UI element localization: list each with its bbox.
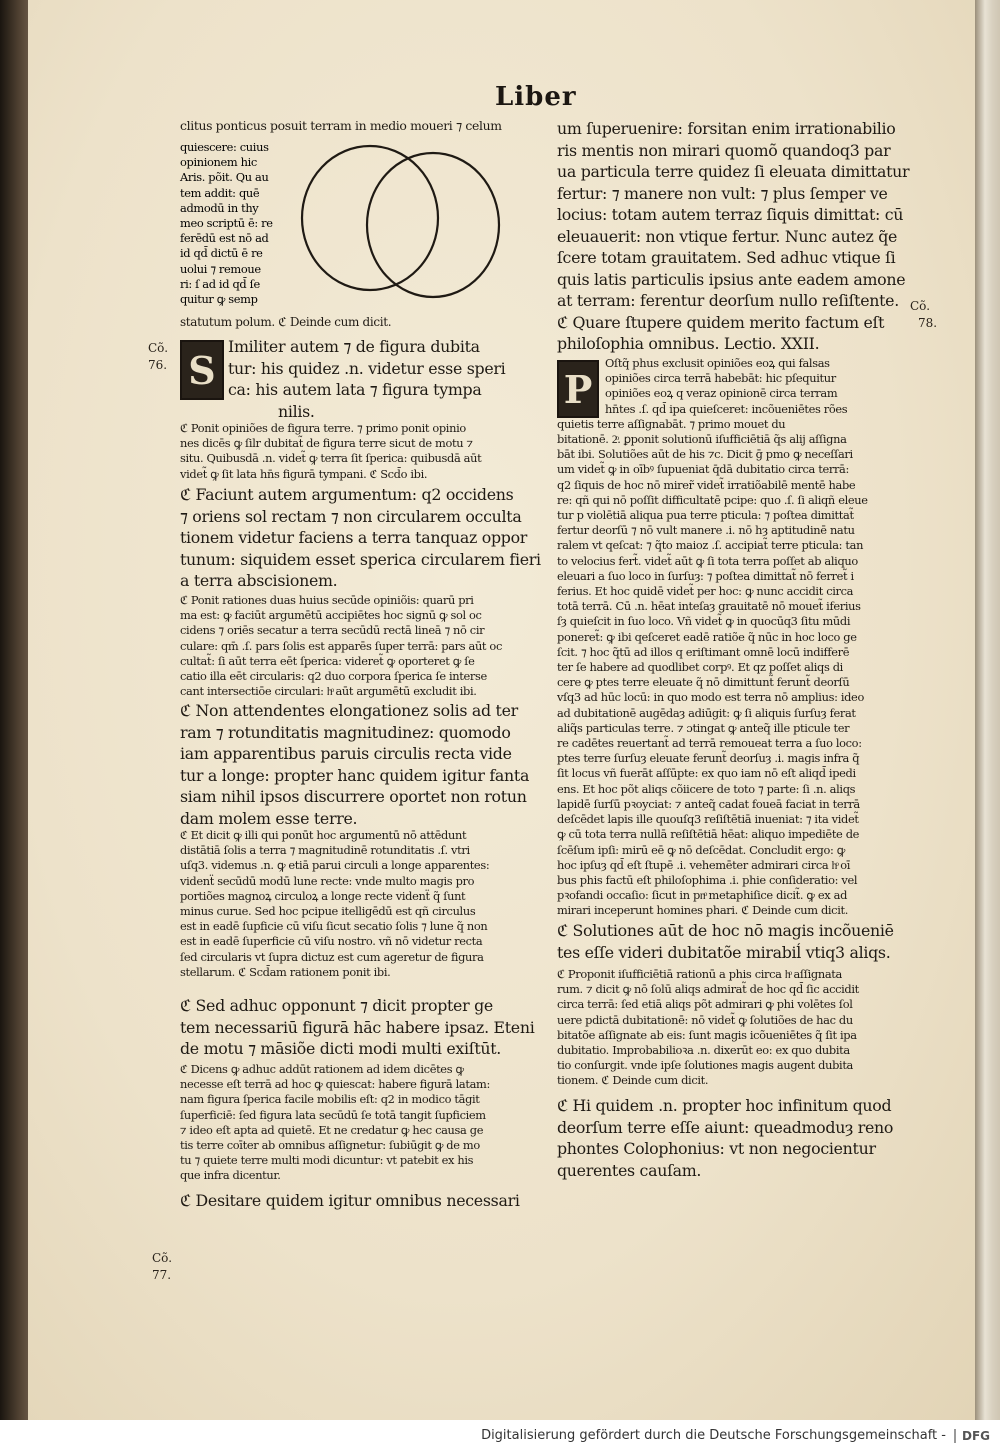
left-column — [180, 118, 525, 134]
binding-shadow — [0, 0, 30, 1420]
text-beside-figure: quiescere: cuius opinionem hic Aris. põit. Qu au tem addit: quē admodū in thy meo scriptū ē: re ferēdū est nō ad id qd̄ dictū ē re uolui ⁊ remoue ri: ſ ad id qd̄ ſe quitur ꝙ semp — [180, 140, 273, 307]
right-big-3: ℭ Hi quidem .n. propter hoc infinitum quod deorſum terre eſſe aiunt: queadmoduȝ reno phontes Colophonius: vt non negocientur querentes cauſam. — [557, 1096, 894, 1180]
left-small-2: ℭ Ponit rationes duas huius secūde opiniõis: quarū pri ma est: ꝙ faciūt argumētū accipiētes hoc signū ꝙ sol oc cidens ⁊ oriēs secatur a terra secūdū rectā lineā ⁊ nō cir culare: qm̄ .ſ. pars ſolis est apparēs ſuper terrā: pars aūt oc cultat̃: ſi aūt terra eēt ſperica: videret̃ ꝙ oporteret ꝙ ſe catio illa eēt circularis: q2 duo corpora ſperica ſe interse cant intersectiōe circulari: hͦ aūt argumētū excludit ibi. — [180, 593, 502, 699]
right-big-1: um ſuperuenire: forsitan enim irrationabilio ris mentis non mirari quomõ quandoq3 par ua particula terre quidez ſi eleuata dimittatur fertur: ⁊ manere non vult: ⁊ plus ſemper ve locius: totam autem terraz ſiquis dimittat: cū eleuauerit: non vtique fertur. Nunc autez q̃e ſcere totam grauitatem. Sed adhuc vtique ſi quis latis particulis ipsius ante eadem amone at terram: ferentur deorſum nullo reſiſtente. ℭ Quare ſtupere quidem merito factum eſt philoſophia omnibus. Lectio. XXII. — [557, 119, 910, 353]
left-small-3: ℭ Et dicit ꝙ illi qui ponūt hoc argumentū nō attēdunt distātiā ſolis a terra ⁊ magnitudinē rotunditatis .ſ. vtri uſq3. videmus .n. ꝙ etiā parui circuli a longe apparentes: videnẗ secūdū modū lune recte: vnde multo magis pro portiões magnoꝝ circuloꝝ a longe recte videnẗ q̃ ſunt minus curue. Sed hoc pcipue itelligēdū est qñ circulus est in eadē ſupficie cū viſu ſicut secatio ſolis ⁊ lune q̃ non est in eadē ſuperficie cū viſu nostro. vñ nō videtur recta ſed circularis vt ſupra dictuz est cum ageretur de figura stellarum. ℭ Scd̄am rationem ponit ibi. — [180, 828, 490, 979]
left-big-2: ℭ Faciunt autem argumentum: q2 occidens ⁊ oriens sol rectam ⁊ non circularem occulta tionem videtur faciens a terra tanquaz oppor tunum: siquidem esset sperica circularem fieri a terra abscisionem. — [180, 485, 541, 590]
left-big-1: Imiliter autem ⁊ de figura dubita tur: his quidez .n. videtur esse speri ca: his autem lata ⁊ figura tympa nilis. — [228, 337, 506, 421]
digitization-footer — [0, 1420, 1000, 1451]
margin-note-left-76: Cõ. 76. — [148, 341, 169, 372]
running-title: Liber — [495, 82, 577, 112]
margin-note-right-78: Cõ. 78. — [910, 299, 938, 330]
left-small-4: ℭ Dicens ꝙ adhuc addūt rationem ad idem dicētes ꝙ necesse eſt terrā ad hoc ꝙ quiescat: habere figurā latam: nam figura ſperica facile mobilis eſt: q2 in modico tāgit ſuperficiē: ſed figura lata secūdū ſe totā tangit ſupficiem ⁊ ideo eſt apta ad quietē. Et ne credatur ꝙ hec causa ge tis terre coīter ab omnibus aſſignetur: ſubiūgit ꝙ de mo tu ⁊ quiete terre multi modi dicuntur: vt patebit ex his que infra dicentur. — [180, 1062, 490, 1183]
left-big-5: ℭ Desitare quidem igitur omnibus necessari — [180, 1191, 520, 1210]
page-edge — [975, 0, 1000, 1420]
decorated-initial-s: S — [180, 340, 224, 400]
right-small-2: ℭ Proponit iſufficiētiā rationū a phis circa hͦ aſſignata rum. ⁊ dicit ꝙ nō ſolū aliqs admirat̃ de hoc qd̄ ſic accidit circa terrā: ſed etiā aliqs põt admirari ꝙ phi volētes ſol uere pdictā dubitationē: nō videt̃ ꝙ ſolutiões de hac du bitatõe aſſignate ab eis: ſunt magis icõueniētes q̃ ſit ipa dubitatio. Improbabilioꝛa .n. dixerūt eo: ex quo dubita tio conſurgit. vnde ipſe ſolutiones magis augent dubita tionem. ℭ Deinde cum dicit. — [557, 967, 859, 1088]
overlapping-circles-figure — [285, 140, 525, 320]
left-big-4: ℭ Sed adhuc opponunt ⁊ dicit propter ge tem necessariū figurā hāc habere ipsaz. Eteni de motu ⁊ māsiõe dicti modi multi exiſtūt. — [180, 996, 535, 1058]
left-big-3: ℭ Non attendentes elongationez solis ad ter ram ⁊ rotunditatis magnitudinez: quomodo iam apparentibus paruis circulis recta vide tur a longe: propter hanc quidem igitur fanta siam nihil ipsos discurrere oportet non rotun dam molem esse terre. — [180, 701, 530, 828]
dfg-logo: DFG — [954, 1429, 990, 1443]
intro-line: clitus ponticus posuit terram in medio moueri ⁊ celum — [180, 118, 502, 133]
decorated-initial-p: P — [557, 360, 599, 418]
right-small-1: Oſtq̃ phus exclusit opiniões eoꝝ qui falsas opiniões circa terrā habebāt: hic pſequitur opiniões eoꝝ q veraz opinionē circa terram hn̄tes .ſ. qd̄ ipa quieſceret: incõueniētes rões quietis terre aſſignabāt. ⁊ primo mouet du bitationē. 2ͦ. ꝑponit solutionū iſufficiētiā q̃s alij aſſigna bāt ibi. Solutiões aūt de his ⁊c. Dicit ḡ pmo ꝙ neceſſari um videt̃ ꝙ in oībꝰ ſupueniat q̄dā dubitatio circa terrā: q2 ſiquis de hoc nō mirer̃ videt̃ irratiõabilē mentē habe re: qñ qui nō poſſit difficultatē pcipe: quo .ſ. ſi aliqñ eleue tur p violētiā aliqua pua terre pticula: ⁊ poſtea dimittat̃ fertur deorſū ⁊ nō vult manere .i. nō hȝ aptitudinē natu ralem vt qeſcat: ⁊ q̃to maioz .ſ. accipiat̃ terre pticula: tan to velocius fert̃. videt̃ aūt ꝙ ſi tota terra poſſet ab aliquo eleuari a ſuo loco in ſurſuȝ: ⁊ poſtea dimittat̃ nō ferret̃ i ferius. Et hoc quidē videt̃ per hoc: ꝙ nunc accidit circa totā terrā. Cū .n. hēat inteſaȝ grauitatē nō mouet̃ iferius ſȝ quieſcit in ſuo loco. Vñ videt̃ ꝙ in quocūq3 ſitu mūdi poneret̃: ꝙ ibi qeſceret eadē ratiõe q̃ nūc in hoc loco ge ſcit. ⁊ hoc q̃tū ad illos q eriſtimant omnē locū indifferē ter ſe habere ad quodlibet corpꝰ. Et qz poſſet aliqs di cere ꝙ ptes terre eleuate q̃ nō dimittunt̃ ferunt̃ deorſū vſq3 ad hūc locū: in quo modo est terra nō amplius: ideo ad dubitationē augēdaȝ adiūgit: ꝙ ſi aliquis ſurſuȝ ferat aliq̃s particulas terre. ⁊ ɔtingat ꝙ anteq̃ ille pticule ter re cadētes reuertant̃ ad terrā remoueat terra a ſuo loco: ptes terre ſurſuȝ eleuate ferunt̃ deorſuȝ .i. magis infra q̃ ſit locus vñ fuerāt aſſūpte: ex quo iam nō eſt aliqd̄ ipedi ens. Et hoc põt aliqs cõiicere de toto ⁊ parte: ſi .n. aliqs lapidē ſurſū pꝛoyciat: ⁊ anteq̃ cadat foueā faciat in terrā deſcēdet lapis ille quouſq3 reſiſtētiā inueniat: ⁊ ita videt̃ ꝙ cū tota terra nullā reſiſtētiā hēat: aliquo impediēte de ſcēſum ipſi: mirū eē ꝙ nō deſcēdat. Concludit ergo: ꝙ hoc ipſuȝ qd̄ eſt ſtupē .i. vehemēter admirari circa hͦ oī bus phis factū eſt philoſophima .i. phie conſideratio: vel pꝛofandi occaſio: ſicut in pnͦ metaphiſice dicit̃. ꝙ ex ad mirari inceperunt homines phari. ℭ Deinde cum dicit. — [557, 356, 868, 918]
left-block-1: statutum polum. ℭ Deinde cum dicit. — [180, 315, 392, 329]
margin-note-left-77: Cõ. 77. — [152, 1251, 173, 1282]
footer-credit: Digitalisierung gefördert durch die Deutsche Forschungsgemeinschaft - — [481, 1428, 946, 1443]
right-big-2: ℭ Solutiones aūt de hoc nō magis incõueniē tes eſſe videri dubitatõe mirabiĺ vtiq3 aliqs. — [557, 921, 894, 962]
left-small-1: ℭ Ponit opiniões de figura terre. ⁊ primo ponit opinio nes dicēs ꝙ ſilr dubitat̃ de figura terre sicut de motu ⁊ situ. Quibusdā .n. videt̃ ꝙ terra ſit ſperica: quibusdā aūt videt̃ ꝙ ſit lata hn̄s figurā tympani. ℭ Scd̄o ibi. — [180, 421, 482, 481]
